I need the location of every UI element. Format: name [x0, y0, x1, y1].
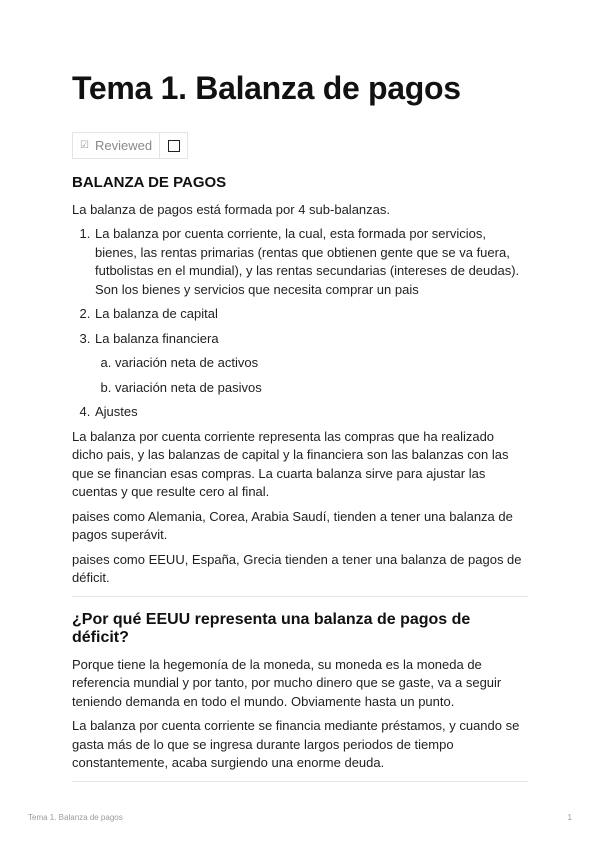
- paragraph: paises como EEUU, España, Grecia tienden a tener una balanza de pagos de déficit.: [72, 551, 522, 585]
- sub-balanzas-list: [72, 225, 528, 422]
- list-item: 2. La balanza de capital: [94, 305, 528, 324]
- checkbox-property-icon: ☑: [80, 140, 89, 151]
- reviewed-checkbox[interactable]: [168, 140, 180, 152]
- paragraph: La balanza por cuenta corriente se financia mediante préstamos, y cuando se gasta más de lo que se ingresa durante largos periodos de tiempo constantemente, acaba surgiendo una enorme deuda.: [72, 718, 520, 770]
- page-title: Tema 1. Balanza de pagos: [72, 70, 461, 106]
- paragraph: La balanza por cuenta corriente representa las compras que ha realizado dicho pais, y las balanzas de capital y la financiera son las balanzas con las que se financian esas compras. La cuarta balanza sirve para ajustar las cuentas y que resulte cero al final.: [72, 428, 509, 499]
- page-number: 1: [567, 813, 572, 822]
- reviewed-label-text: Reviewed: [94, 138, 153, 153]
- document-content: [72, 174, 528, 796]
- paragraph: Porque tiene la hegemonía de la moneda, su moneda es la moneda de referencia mundial y por tanto, por mucho dinero que se gaste, va a seguir teniendo demanda en todo el mundo. Obviamente hasta un punto.: [72, 656, 502, 709]
- list-item: [94, 330, 528, 398]
- section-heading-eeuu: ¿Por qué EEUU representa una balanza de pagos de déficit?: [72, 610, 471, 646]
- reviewed-property-value[interactable]: [160, 133, 187, 158]
- list-item: 4. Ajustes: [94, 403, 528, 422]
- sublist-item: b. variación neta de pasivos: [115, 379, 528, 398]
- intro-paragraph: La balanza de pagos está formada por 4 sub-balanzas.: [72, 201, 390, 217]
- reviewed-property: [72, 132, 188, 159]
- section-heading-balanza: BALANZA DE PAGOS: [72, 174, 227, 191]
- paragraph: paises como Alemania, Corea, Arabia Saudí, tienden a tener una balanza de pagos superávit.: [72, 508, 513, 542]
- divider: [72, 596, 528, 597]
- list-item: 1. La balanza por cuenta corriente, la cual, esta formada por servicios, bienes, las rentas primarias (rentas que obtienen gente que se va fuera, futbolistas en el mundial), y las rentas secundarias (intereses de deudas). Son los bienes y servicios que necesita comprar un pais: [94, 225, 528, 299]
- list-item-text: La balanza financiera: [95, 330, 219, 346]
- divider: [72, 781, 528, 782]
- footer-title: Tema 1. Balanza de pagos: [28, 813, 123, 822]
- reviewed-property-label: [73, 133, 160, 158]
- sublist-item: a. variación neta de activos: [115, 354, 528, 373]
- financiera-sublist: [95, 354, 528, 397]
